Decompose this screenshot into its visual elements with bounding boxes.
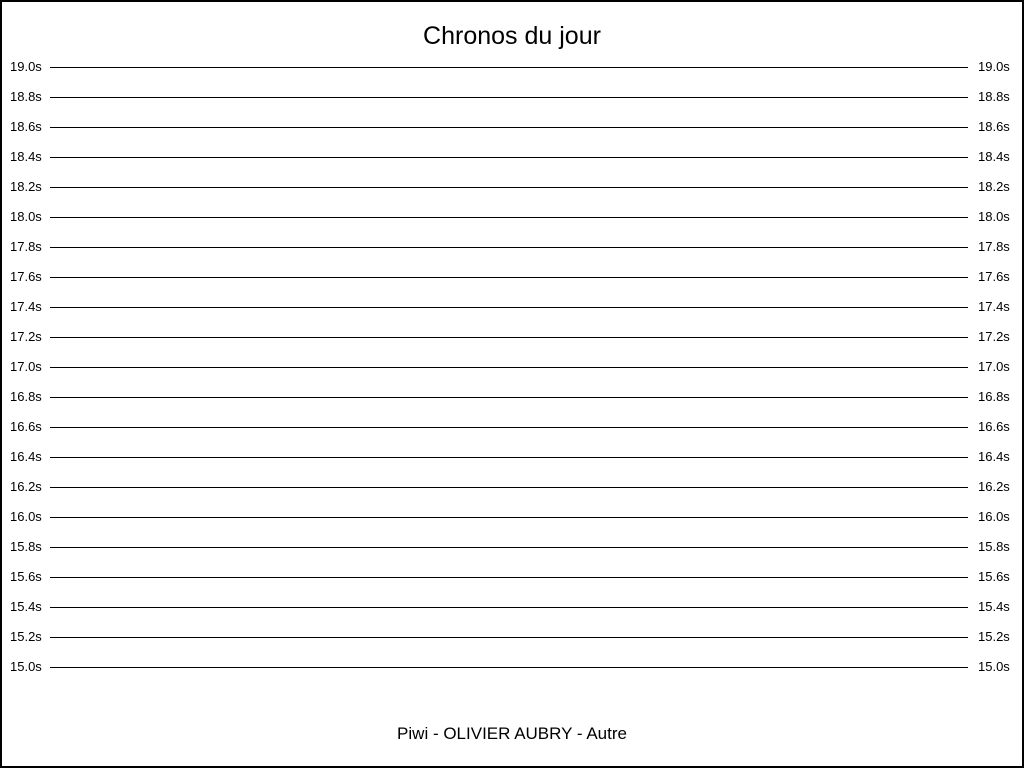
tick-label-left: 17.2s bbox=[10, 329, 42, 344]
grid-line bbox=[50, 577, 968, 578]
tick-label-right: 16.4s bbox=[978, 449, 1010, 464]
grid-line bbox=[50, 667, 968, 668]
tick-label-right: 15.6s bbox=[978, 569, 1010, 584]
grid-line bbox=[50, 337, 968, 338]
chart-footer: Piwi - OLIVIER AUBRY - Autre bbox=[397, 724, 627, 743]
tick-label-left: 16.6s bbox=[10, 419, 42, 434]
tick-label-right: 17.6s bbox=[978, 269, 1010, 284]
tick-label-right: 17.0s bbox=[978, 359, 1010, 374]
tick-label-right: 15.0s bbox=[978, 659, 1010, 674]
grid-line bbox=[50, 517, 968, 518]
grid-line bbox=[50, 157, 968, 158]
tick-label-right: 18.2s bbox=[978, 179, 1010, 194]
tick-label-right: 18.6s bbox=[978, 119, 1010, 134]
tick-label-left: 18.8s bbox=[10, 89, 42, 104]
grid-line bbox=[50, 457, 968, 458]
tick-label-right: 18.4s bbox=[978, 149, 1010, 164]
tick-label-left: 19.0s bbox=[10, 59, 42, 74]
grid-line bbox=[50, 397, 968, 398]
tick-label-left: 15.6s bbox=[10, 569, 42, 584]
tick-label-left: 18.4s bbox=[10, 149, 42, 164]
tick-label-left: 18.6s bbox=[10, 119, 42, 134]
grid-line bbox=[50, 307, 968, 308]
tick-label-left: 15.0s bbox=[10, 659, 42, 674]
tick-label-left: 17.8s bbox=[10, 239, 42, 254]
grid-line bbox=[50, 127, 968, 128]
tick-label-right: 15.4s bbox=[978, 599, 1010, 614]
tick-label-left: 16.4s bbox=[10, 449, 42, 464]
tick-label-left: 15.8s bbox=[10, 539, 42, 554]
tick-label-right: 16.8s bbox=[978, 389, 1010, 404]
tick-label-right: 18.8s bbox=[978, 89, 1010, 104]
grid-line bbox=[50, 547, 968, 548]
tick-label-left: 16.8s bbox=[10, 389, 42, 404]
tick-label-left: 15.2s bbox=[10, 629, 42, 644]
tick-label-right: 17.8s bbox=[978, 239, 1010, 254]
tick-label-right: 19.0s bbox=[978, 59, 1010, 74]
tick-label-left: 15.4s bbox=[10, 599, 42, 614]
grid-line bbox=[50, 277, 968, 278]
tick-label-right: 15.2s bbox=[978, 629, 1010, 644]
tick-label-left: 16.0s bbox=[10, 509, 42, 524]
grid-line bbox=[50, 67, 968, 68]
tick-label-right: 16.6s bbox=[978, 419, 1010, 434]
grid-line bbox=[50, 247, 968, 248]
tick-label-right: 18.0s bbox=[978, 209, 1010, 224]
tick-label-right: 16.2s bbox=[978, 479, 1010, 494]
tick-label-right: 16.0s bbox=[978, 509, 1010, 524]
tick-label-left: 16.2s bbox=[10, 479, 42, 494]
tick-label-left: 18.2s bbox=[10, 179, 42, 194]
tick-label-right: 17.4s bbox=[978, 299, 1010, 314]
grid-line bbox=[50, 187, 968, 188]
grid-line bbox=[50, 607, 968, 608]
tick-label-left: 17.0s bbox=[10, 359, 42, 374]
chart-title: Chronos du jour bbox=[423, 22, 601, 50]
tick-label-left: 17.4s bbox=[10, 299, 42, 314]
grid-line bbox=[50, 367, 968, 368]
tick-label-left: 17.6s bbox=[10, 269, 42, 284]
plot-area bbox=[2, 2, 1022, 766]
grid-line bbox=[50, 487, 968, 488]
grid-line bbox=[50, 427, 968, 428]
grid-line bbox=[50, 97, 968, 98]
tick-label-left: 18.0s bbox=[10, 209, 42, 224]
grid-line bbox=[50, 637, 968, 638]
tick-label-right: 15.8s bbox=[978, 539, 1010, 554]
tick-label-right: 17.2s bbox=[978, 329, 1010, 344]
grid-line bbox=[50, 217, 968, 218]
